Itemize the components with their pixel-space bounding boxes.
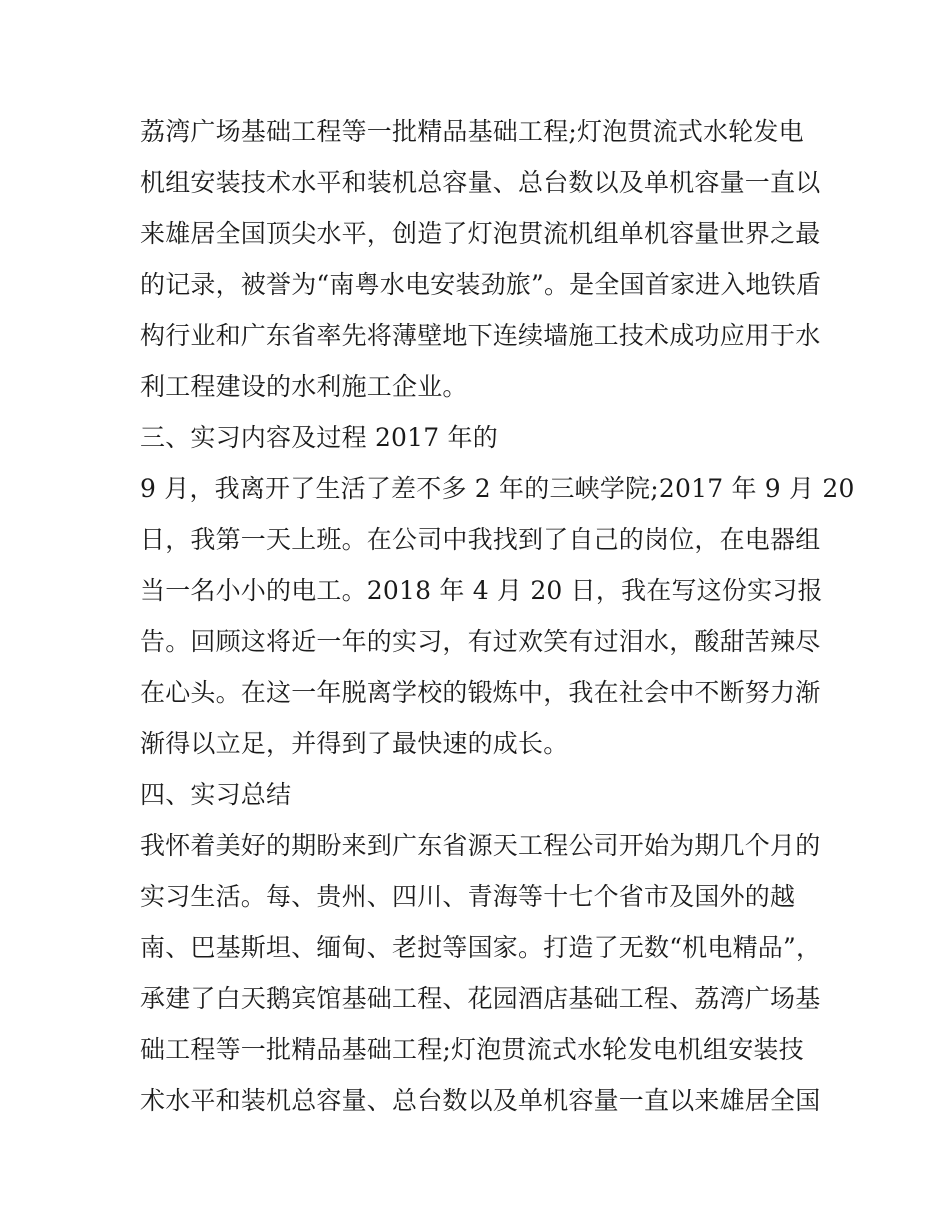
text-line: 利工程建设的水利施工企业。 [140, 372, 468, 401]
body-text [140, 106, 855, 1126]
text-line: 我怀着美好的期盼来到广东省源天工程公司开始为期几个月的 [140, 831, 821, 860]
text-line: 来雄居全国顶尖水平，创造了灯泡贯流机组单机容量世界之最 [140, 219, 821, 248]
text-line: 告。回顾这将近一年的实习，有过欢笑有过泪水，酸甜苦辣尽 [140, 627, 821, 656]
text-line: 9 月，我离开了生活了差不多 2 年的三峡学院;2017 年 9 月 20 [140, 474, 855, 503]
section-heading-3: 三、实习内容及过程 2017 年的 [140, 423, 498, 452]
text-line: 当一名小小的电工。2018 年 4 月 20 日，我在写这份实习报 [140, 576, 823, 605]
text-line: 渐得以立足，并得到了最快速的成长。 [140, 729, 569, 758]
text-line: 机组安装技术水平和装机总容量、总台数以及单机容量一直以 [140, 168, 821, 197]
text-line: 南、巴基斯坦、缅甸、老挝等国家。打造了无数“机电精品”， [140, 933, 822, 962]
text-line: 日，我第一天上班。在公司中我找到了自己的岗位，在电器组 [140, 525, 821, 554]
text-line: 构行业和广东省率先将薄壁地下连续墙施工技术成功应用于水 [140, 321, 821, 350]
text-line: 在心头。在这一年脱离学校的锻炼中，我在社会中不断努力渐 [140, 678, 821, 707]
text-line: 实习生活。每、贵州、四川、青海等十七个省市及国外的越 [140, 882, 796, 911]
text-line: 的记录，被誉为“南粤水电安装劲旅”。是全国首家进入地铁盾 [140, 270, 822, 299]
text-line: 荔湾广场基础工程等一批精品基础工程;灯泡贯流式水轮发电 [140, 117, 804, 146]
text-line: 础工程等一批精品基础工程;灯泡贯流式水轮发电机组安装技 [140, 1035, 804, 1064]
text-line: 承建了白天鹅宾馆基础工程、花园酒店基础工程、荔湾广场基 [140, 984, 821, 1013]
section-heading-4: 四、实习总结 [140, 780, 292, 809]
text-line: 术水平和装机总容量、总台数以及单机容量一直以来雄居全国 [140, 1086, 821, 1115]
